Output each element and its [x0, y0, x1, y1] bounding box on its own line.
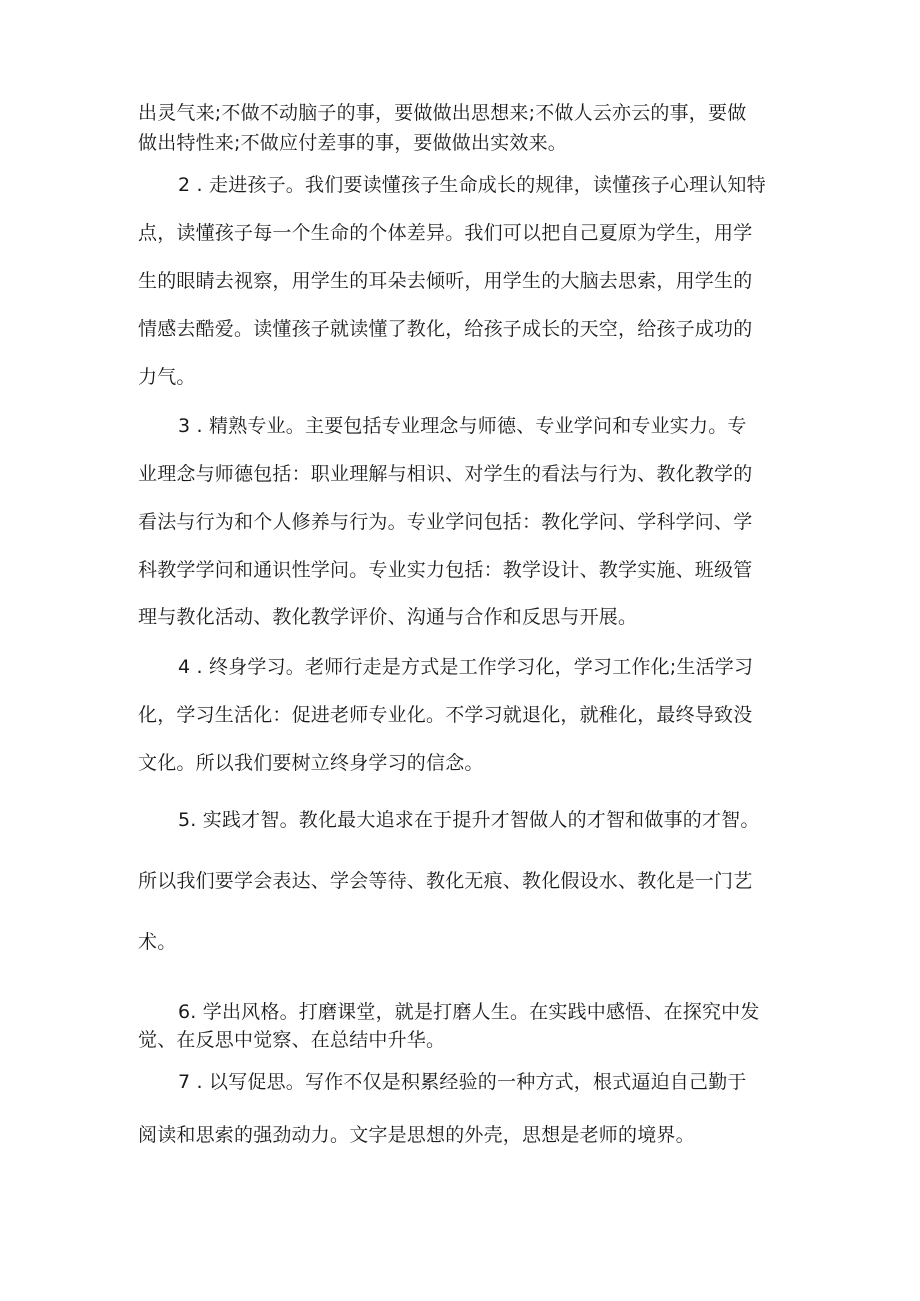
paragraph-line: 阅读和思索的强劲动力。文字是思想的外壳，思想是老师的境界。: [138, 1124, 695, 1146]
paragraph-line: 科教学学问和通识性学问。专业实力包括：教学设计、教学实施、班级管: [138, 559, 753, 581]
paragraph-line: 生的眼睛去视察，用学生的耳朵去倾听，用学生的大脑去思索，用学生的: [138, 270, 753, 292]
paragraph-line: 4 . 终身学习。老师行走是方式是工作学习化，学习工作化;生活学习: [178, 656, 754, 678]
paragraph-line: 5. 实践才智。教化最大追求在于提升才智做人的才智和做事的才智。: [178, 809, 760, 831]
paragraph-line: 2 . 走进孩子。我们要读懂孩子生命成长的规律，读懂孩子心理认知特: [178, 174, 766, 196]
paragraph-line: 化，学习生活化：促进老师专业化。不学习就退化，就稚化，最终导致没: [138, 704, 753, 726]
paragraph-line: 文化。所以我们要树立终身学习的信念。: [138, 752, 484, 774]
paragraph-line: 术。: [138, 931, 177, 953]
paragraph-line: 业理念与师德包括：职业理解与相识、对学生的看法与行为、教化教学的: [138, 463, 753, 485]
paragraph-line: 3 . 精熟专业。主要包括专业理念与师德、专业学问和专业实力。专: [178, 415, 747, 437]
paragraph-line: 做出特性来;不做应付差事的事，要做做出实效来。: [138, 132, 568, 154]
paragraph-line: 看法与行为和个人修养与行为。专业学问包括：教化学问、学科学问、学: [138, 511, 753, 533]
paragraph-line: 理与教化活动、教化教学评价、沟通与合作和反思与开展。: [138, 606, 638, 628]
paragraph-line: 觉、在反思中觉察、在总结中升华。: [138, 1029, 446, 1051]
paragraph-line: 所以我们要学会表达、学会等待、教化无痕、教化假设水、教化是一门艺: [138, 870, 753, 892]
paragraph-line: 情感去酷爱。读懂孩子就读懂了教化，给孩子成长的天空，给孩子成功的: [138, 318, 753, 340]
paragraph-line: 力气。: [138, 366, 196, 388]
paragraph-line: 出灵气来;不做不动脑子的事，要做做出思想来;不做人云亦云的事，要做: [138, 102, 747, 124]
paragraph-line: 6. 学出风格。打磨课堂，就是打磨人生。在实践中感悟、在探究中发: [178, 1001, 760, 1023]
paragraph-line: 点，读懂孩子每一个生命的个体差异。我们可以把自己夏原为学生，用学: [138, 222, 753, 244]
paragraph-line: 7 . 以写促思。写作不仅是积累经验的一种方式，根式逼迫自己勤于: [178, 1071, 747, 1093]
